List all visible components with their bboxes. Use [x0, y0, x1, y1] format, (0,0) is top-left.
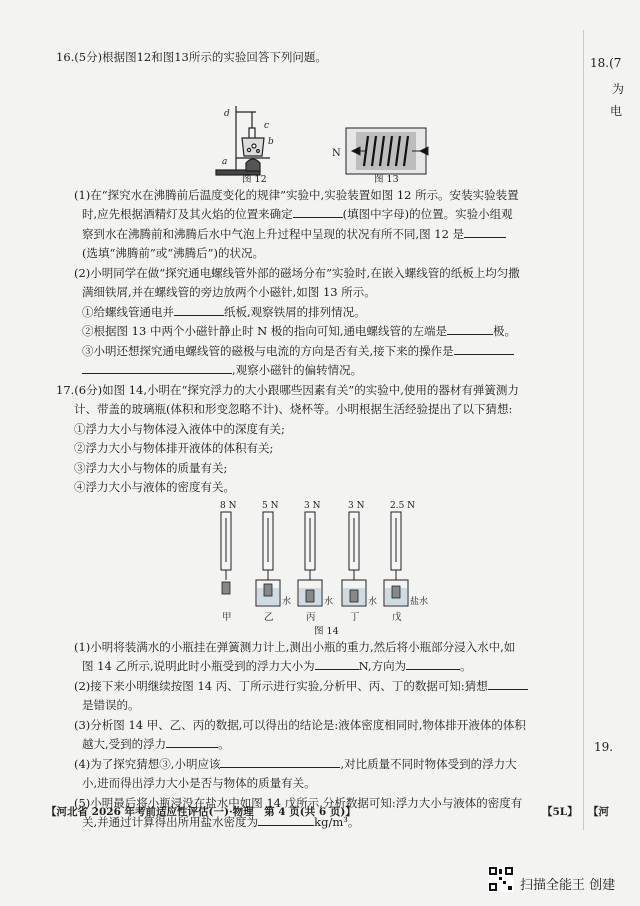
right-word-1: 为: [612, 82, 625, 96]
right-q18: 18.(7: [590, 56, 622, 70]
answer-blank[interactable]: [454, 342, 514, 355]
bottle: [392, 586, 400, 598]
fig12-caption: 图 12: [242, 173, 267, 185]
right-word-2: 电: [610, 104, 623, 118]
q17-a1-line2: 图 14 乙所示,说明此时小瓶受到的浮力大小为 N,方向为 。: [82, 659, 472, 673]
answer-blank[interactable]: [220, 755, 340, 768]
answer-blank[interactable]: [293, 205, 343, 218]
answer-blank[interactable]: [464, 225, 506, 238]
bottle: [264, 584, 272, 596]
q17-a5-line2: 关,并通过计算得出所用盐水密度为 kg/m³。: [82, 815, 360, 829]
fig14-caption: 图 14: [314, 625, 339, 637]
q17-title-line2: 计、带盖的玻璃瓶(体积和形变忽略不计)、烧杯等。小明根据生活经验提出了以下猜想:: [74, 402, 513, 416]
setup-name: 乙: [264, 611, 274, 623]
answer-blank[interactable]: [488, 677, 528, 690]
fig13-caption: 图 13: [374, 173, 399, 185]
figure-14-drawing: [56, 498, 576, 638]
answer-blank[interactable]: [166, 735, 218, 748]
scale-reading: 8 N: [220, 500, 237, 511]
q16-sub1: ①给螺线管通电并 纸板,观察铁屑的排列情况。: [82, 304, 366, 319]
fig13-label-n: N: [332, 147, 341, 159]
q17-title-line1: 17.(6分)如图 14,小明在“探究浮力的大小跟哪些因素有关”的实验中,使用的器材有弹簧测力: [56, 382, 519, 397]
q17-a4-line2: 小,进而得出浮力大小是否与物体的质量有关。: [82, 776, 316, 790]
setup-name: 丁: [350, 611, 360, 623]
qr-code-icon: [488, 866, 514, 892]
q16-p1-line3: 察到水在沸腾前和沸腾后水中气泡上升过程中呈现的状况有所不同,图 12 是: [56, 225, 576, 245]
q16-sub3-line1: ③小明还想探究通电螺线管的磁极与电流的方向是否有关,接下来的操作是: [56, 342, 576, 362]
q16-sub2: ②根据图 13 中两个小磁针静止时 N 极的指向可知,通电螺线管的左端是 极。: [82, 324, 516, 338]
setup-name: 丙: [306, 611, 316, 623]
setup-name: 戊: [392, 611, 402, 623]
q17-a2-line2: 是错误的。: [82, 698, 140, 712]
q16-p1-line4: (选填“沸腾前”或“沸腾后”)的状况。: [82, 246, 264, 260]
liquid-label: 水: [282, 596, 292, 607]
column-divider: [583, 30, 584, 830]
answer-blank[interactable]: [447, 322, 493, 335]
scale-reading: 2.5 N: [390, 500, 416, 511]
bottle: [350, 590, 358, 602]
q17-guess-3: ③浮力大小与物体的质量有关;: [74, 460, 228, 475]
q17-a5-line1: (5)小明最后将小瓶浸没在盐水中如图 14 戊所示,分析数据可知:浮力大小与液体的密度有: [74, 795, 523, 810]
figure-13-solenoid: [346, 128, 428, 174]
fig12-label-a: a: [222, 156, 228, 167]
fig12-label-b: b: [268, 136, 274, 147]
q17-a3-line2: 越大,受到的浮力 。: [82, 737, 230, 751]
q17-guess-4: ④浮力大小与液体的密度有关。: [74, 480, 235, 494]
scale-reading: 3 N: [304, 500, 321, 511]
bottle: [222, 582, 230, 594]
answer-blank[interactable]: [82, 361, 232, 374]
q17-a1-line1: (1)小明将装满水的小瓶挂在弹簧测力计上,测出小瓶的重力,然后将小瓶部分浸入水中,如: [74, 639, 516, 654]
setup-name: 甲: [222, 611, 232, 623]
right-q19: 19.: [594, 740, 614, 754]
figures-12-13: [56, 68, 576, 186]
answer-blank[interactable]: [174, 303, 224, 316]
figure-row-12-13: [56, 68, 576, 186]
answer-blank[interactable]: [315, 657, 359, 670]
q17-guess-1: ①浮力大小与物体浸入液体中的深度有关;: [74, 421, 285, 436]
left-column: [56, 48, 576, 833]
scale-reading: 3 N: [348, 500, 365, 511]
q16-title: 16.(5分)根据图12和图13所示的实验回答下列问题。: [56, 50, 327, 64]
q17-a4-line1: (4)为了探究猜想③,小明应该 ,对比质量不同时物体受到的浮力大: [74, 756, 517, 771]
footer-left: 【河北省 2026 年考前适应性评估(一)·物理 第 4 页(共 6 页)】: [46, 806, 356, 818]
q16-p1-line1: (1)在“探究水在沸腾前后温度变化的规律”实验中,实验装置如图 12 所示。安装实验装置: [74, 187, 519, 202]
liquid-label: 水: [324, 596, 334, 607]
q16-p2-line1: (2)小明同学在做“探究通电螺线管外部的磁场分布”实验时,在嵌入螺线管的纸板上均匀撒: [74, 265, 520, 280]
scanner-brand: 扫描全能王 创建: [520, 878, 616, 893]
q17-a3-line1: (3)分析图 14 甲、乙、丙的数据,可以得出的结论是:液体密度相同时,物体排开液体的体积: [74, 717, 526, 732]
figure-14: [56, 498, 576, 638]
footer-right: 【河: [588, 806, 609, 818]
fig12-label-c: c: [264, 120, 270, 131]
q17-guess-2: ②浮力大小与物体排开液体的体积有关;: [74, 441, 274, 455]
footer-code: 【5L】: [542, 806, 578, 818]
liquid-label: 水: [368, 596, 378, 607]
q17-a2-line1: (2)接下来小明继续按图 14 丙、丁所示进行实验,分析甲、丙、丁的数据可知:猜想: [56, 677, 576, 697]
page-footer: [46, 804, 640, 819]
scale-reading: 5 N: [262, 500, 279, 511]
q16-p1-line2: 时,应先根据酒精灯及其火焰的位置来确定 (填图中字母)的位置。实验小组观: [82, 207, 513, 221]
fig12-label-d: d: [224, 108, 230, 119]
q16-sub3-line2: ,观察小磁针的偏转情况。: [56, 361, 576, 381]
q16-p2-line2: 满细铁屑,并在螺线管的旁边放两个小磁针,如图 13 所示。: [82, 285, 376, 299]
liquid-label: 盐水: [410, 596, 429, 607]
bottle: [306, 590, 314, 602]
answer-blank[interactable]: [406, 657, 460, 670]
